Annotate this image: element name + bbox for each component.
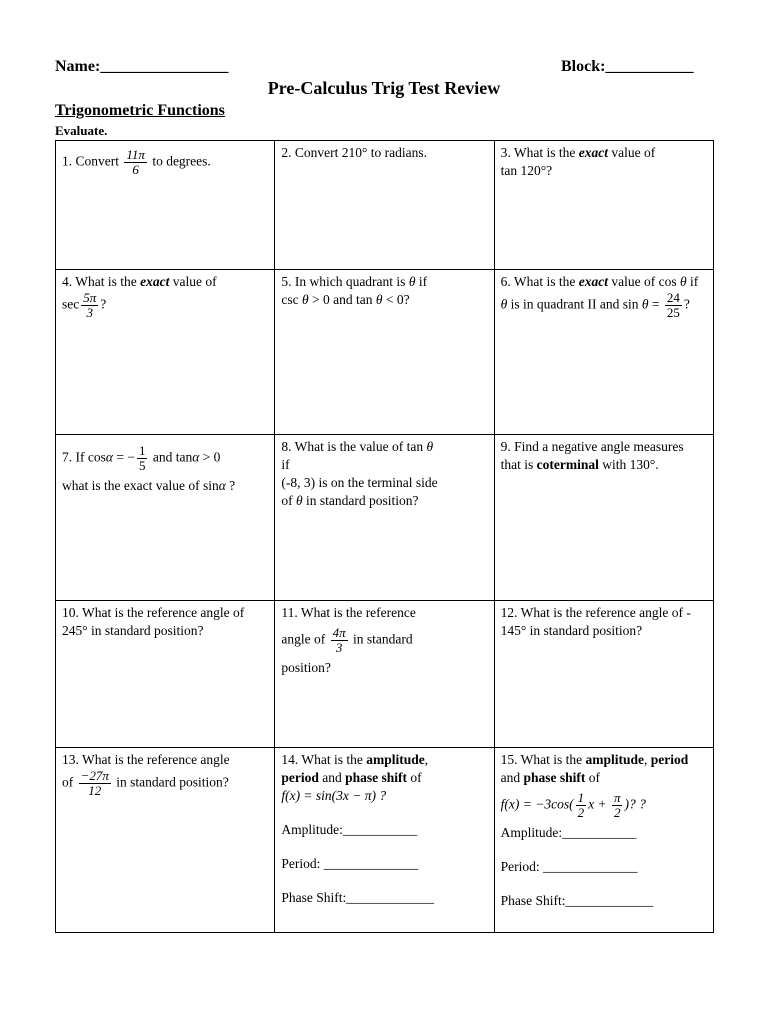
text-q11-d: position?: [281, 660, 331, 675]
questions-grid: [55, 140, 714, 933]
text-q13-den: 12: [88, 783, 102, 798]
text-q9-a: 9. Find a negative angle measures that is: [500, 439, 684, 472]
text-q3-b: value of: [608, 145, 656, 160]
text-q7-c: and tan: [149, 449, 193, 465]
text-q5-a: 5. In which quadrant is: [281, 274, 409, 289]
text-q7-d: > 0: [199, 449, 221, 465]
text-q15-d2: 2: [613, 805, 621, 820]
text-q4-em: exact: [140, 274, 170, 289]
text-q8-c: (-8, 3) is on the terminal side: [281, 475, 438, 490]
text-q3-a: 3. What is the: [500, 145, 579, 160]
text-q14-amp: Amplitude:___________: [281, 822, 418, 837]
text-q4-b: value of: [169, 274, 217, 289]
text-q14-s2: period: [281, 770, 319, 785]
text-q15-per: Period: ______________: [500, 859, 638, 874]
text-q6-b: value of cos: [608, 274, 681, 289]
question-13: [56, 748, 275, 933]
text-q15-fc: )? ?: [624, 796, 646, 812]
text-q7-al3: α: [218, 478, 226, 493]
text-q15-c: and: [500, 770, 524, 785]
text-q9-b: with 130°.: [598, 457, 659, 472]
question-4: [56, 270, 275, 435]
text-q14-s1: amplitude: [366, 752, 425, 767]
question-6: [494, 270, 713, 435]
name-field: Name:________________: [55, 58, 229, 75]
text-q15-amp: Amplitude:___________: [500, 825, 637, 840]
text-q6-em: exact: [578, 274, 609, 289]
text-q8-t2: θ: [295, 493, 303, 508]
text-q12-b: 145° in standard position?: [500, 623, 643, 638]
text-q6-den: 25: [666, 305, 680, 320]
text-q7-b: = −: [112, 449, 135, 465]
text-q1-den: 6: [132, 162, 139, 177]
text-q8-t1: θ: [426, 439, 434, 454]
text-q11-c: in standard: [349, 631, 413, 647]
text-q5-t3: θ: [375, 292, 383, 307]
text-q6-t3: θ: [641, 296, 649, 312]
text-q6-a: 6. What is the: [500, 274, 579, 289]
question-14: [275, 748, 494, 933]
text-q4-fn: sec: [62, 296, 80, 312]
text-q15-fa: f(x) = −3cos(: [500, 796, 574, 812]
text-q15-b: ,: [644, 752, 651, 767]
text-q11-den: 3: [335, 640, 343, 655]
question-1: [56, 141, 275, 270]
question-12: [494, 601, 713, 748]
text-q1-b: to degrees.: [148, 153, 211, 169]
text-q13-a: 13. What is the reference angle: [62, 752, 230, 767]
text-q5-d: > 0 and tan: [308, 292, 376, 307]
text-q15-fb: x +: [588, 796, 610, 812]
text-q5-c: csc: [281, 292, 302, 307]
question-7: [56, 435, 275, 601]
text-q15-n1: 1: [577, 790, 585, 805]
text-q7-num: 1: [138, 443, 146, 458]
text-q8-b: if: [281, 457, 290, 472]
header-row: [55, 58, 715, 80]
text-q1-num: 11π: [126, 147, 145, 162]
page-title: Pre-Calculus Trig Test Review: [267, 78, 501, 98]
text-q6-t2: θ: [500, 296, 508, 312]
text-q14-per: Period: ______________: [281, 856, 419, 871]
text-q7-al2: α: [192, 449, 200, 465]
text-q9-strong: coterminal: [536, 457, 599, 472]
text-q14-d: of: [406, 770, 422, 785]
instruction: Evaluate.: [55, 123, 108, 138]
text-q14-b: ,: [424, 752, 429, 767]
text-q14-func: f(x) = sin(3x − π) ?: [281, 788, 387, 803]
text-q11-num: 4π: [332, 625, 346, 640]
text-q15-s2: period: [650, 752, 689, 767]
text-q15-d: of: [585, 770, 601, 785]
text-q14-s3: phase shift: [345, 770, 407, 785]
text-q5-b: if: [415, 274, 428, 289]
text-q6-d: is in quadrant II and sin: [507, 296, 642, 312]
text-q6-e: =: [648, 296, 663, 312]
question-2: [275, 141, 494, 270]
question-10: [56, 601, 275, 748]
question-8: [275, 435, 494, 601]
text-q3-em: exact: [578, 145, 609, 160]
question-3: [494, 141, 713, 270]
text-q8-d: of: [281, 493, 296, 508]
text-q11-b: angle of: [281, 631, 329, 647]
question-9: [494, 435, 713, 601]
text-q12-a: 12. What is the reference angle of -: [500, 605, 691, 620]
question-5: [275, 270, 494, 435]
text-q15-ps: Phase Shift:_____________: [500, 893, 654, 908]
text-q7-a: 7. If cos: [62, 449, 106, 465]
text-q1-a: 1. Convert: [62, 153, 123, 169]
question-15: [494, 748, 713, 933]
text-q15-n2: π: [613, 790, 621, 805]
text-q13-num: −27π: [80, 768, 109, 783]
text-q7-e: what is the exact value of sin: [62, 478, 219, 493]
block-field: Block:___________: [561, 58, 694, 75]
text-q15-d1: 2: [577, 805, 585, 820]
text-q11-a: 11. What is the reference: [281, 605, 416, 620]
text-q13-b: of: [62, 774, 77, 790]
text-q5-e: < 0?: [382, 292, 410, 307]
text-q5-t1: θ: [408, 274, 416, 289]
section-heading: Trigonometric Functions: [55, 102, 225, 119]
text-q14-c: and: [318, 770, 346, 785]
text-q7-f: ?: [225, 478, 236, 493]
text-q6-c: if: [686, 274, 699, 289]
text-q15-s3: phase shift: [523, 770, 586, 785]
text-q4-a: 4. What is the: [62, 274, 141, 289]
text-q4-num: 5π: [83, 290, 97, 305]
text-q3-c: tan 120°?: [500, 163, 553, 178]
text-q2-text: 2. Convert 210° to radians.: [281, 145, 427, 160]
text-q5-t2: θ: [301, 292, 309, 307]
text-q7-al: α: [105, 449, 113, 465]
text-q7-den: 5: [138, 458, 146, 473]
text-q6-num: 24: [666, 290, 680, 305]
text-q14-a: 14. What is the: [281, 752, 367, 767]
text-q8-a: 8. What is the value of tan: [281, 439, 427, 454]
text-q4-c: ?: [100, 296, 107, 312]
text-q4-den: 3: [86, 305, 93, 320]
text-q13-c: in standard position?: [112, 774, 229, 790]
text-q14-ps: Phase Shift:_____________: [281, 890, 434, 905]
text-q10-text: 10. What is the reference angle of 245° in standard position?: [62, 605, 245, 638]
text-q15-a: 15. What is the: [500, 752, 586, 767]
text-q8-e: in standard position?: [302, 493, 419, 508]
text-q6-f: ?: [683, 296, 690, 312]
text-q15-s1: amplitude: [585, 752, 645, 767]
text-q6-t1: θ: [680, 274, 687, 289]
question-11: [275, 601, 494, 748]
